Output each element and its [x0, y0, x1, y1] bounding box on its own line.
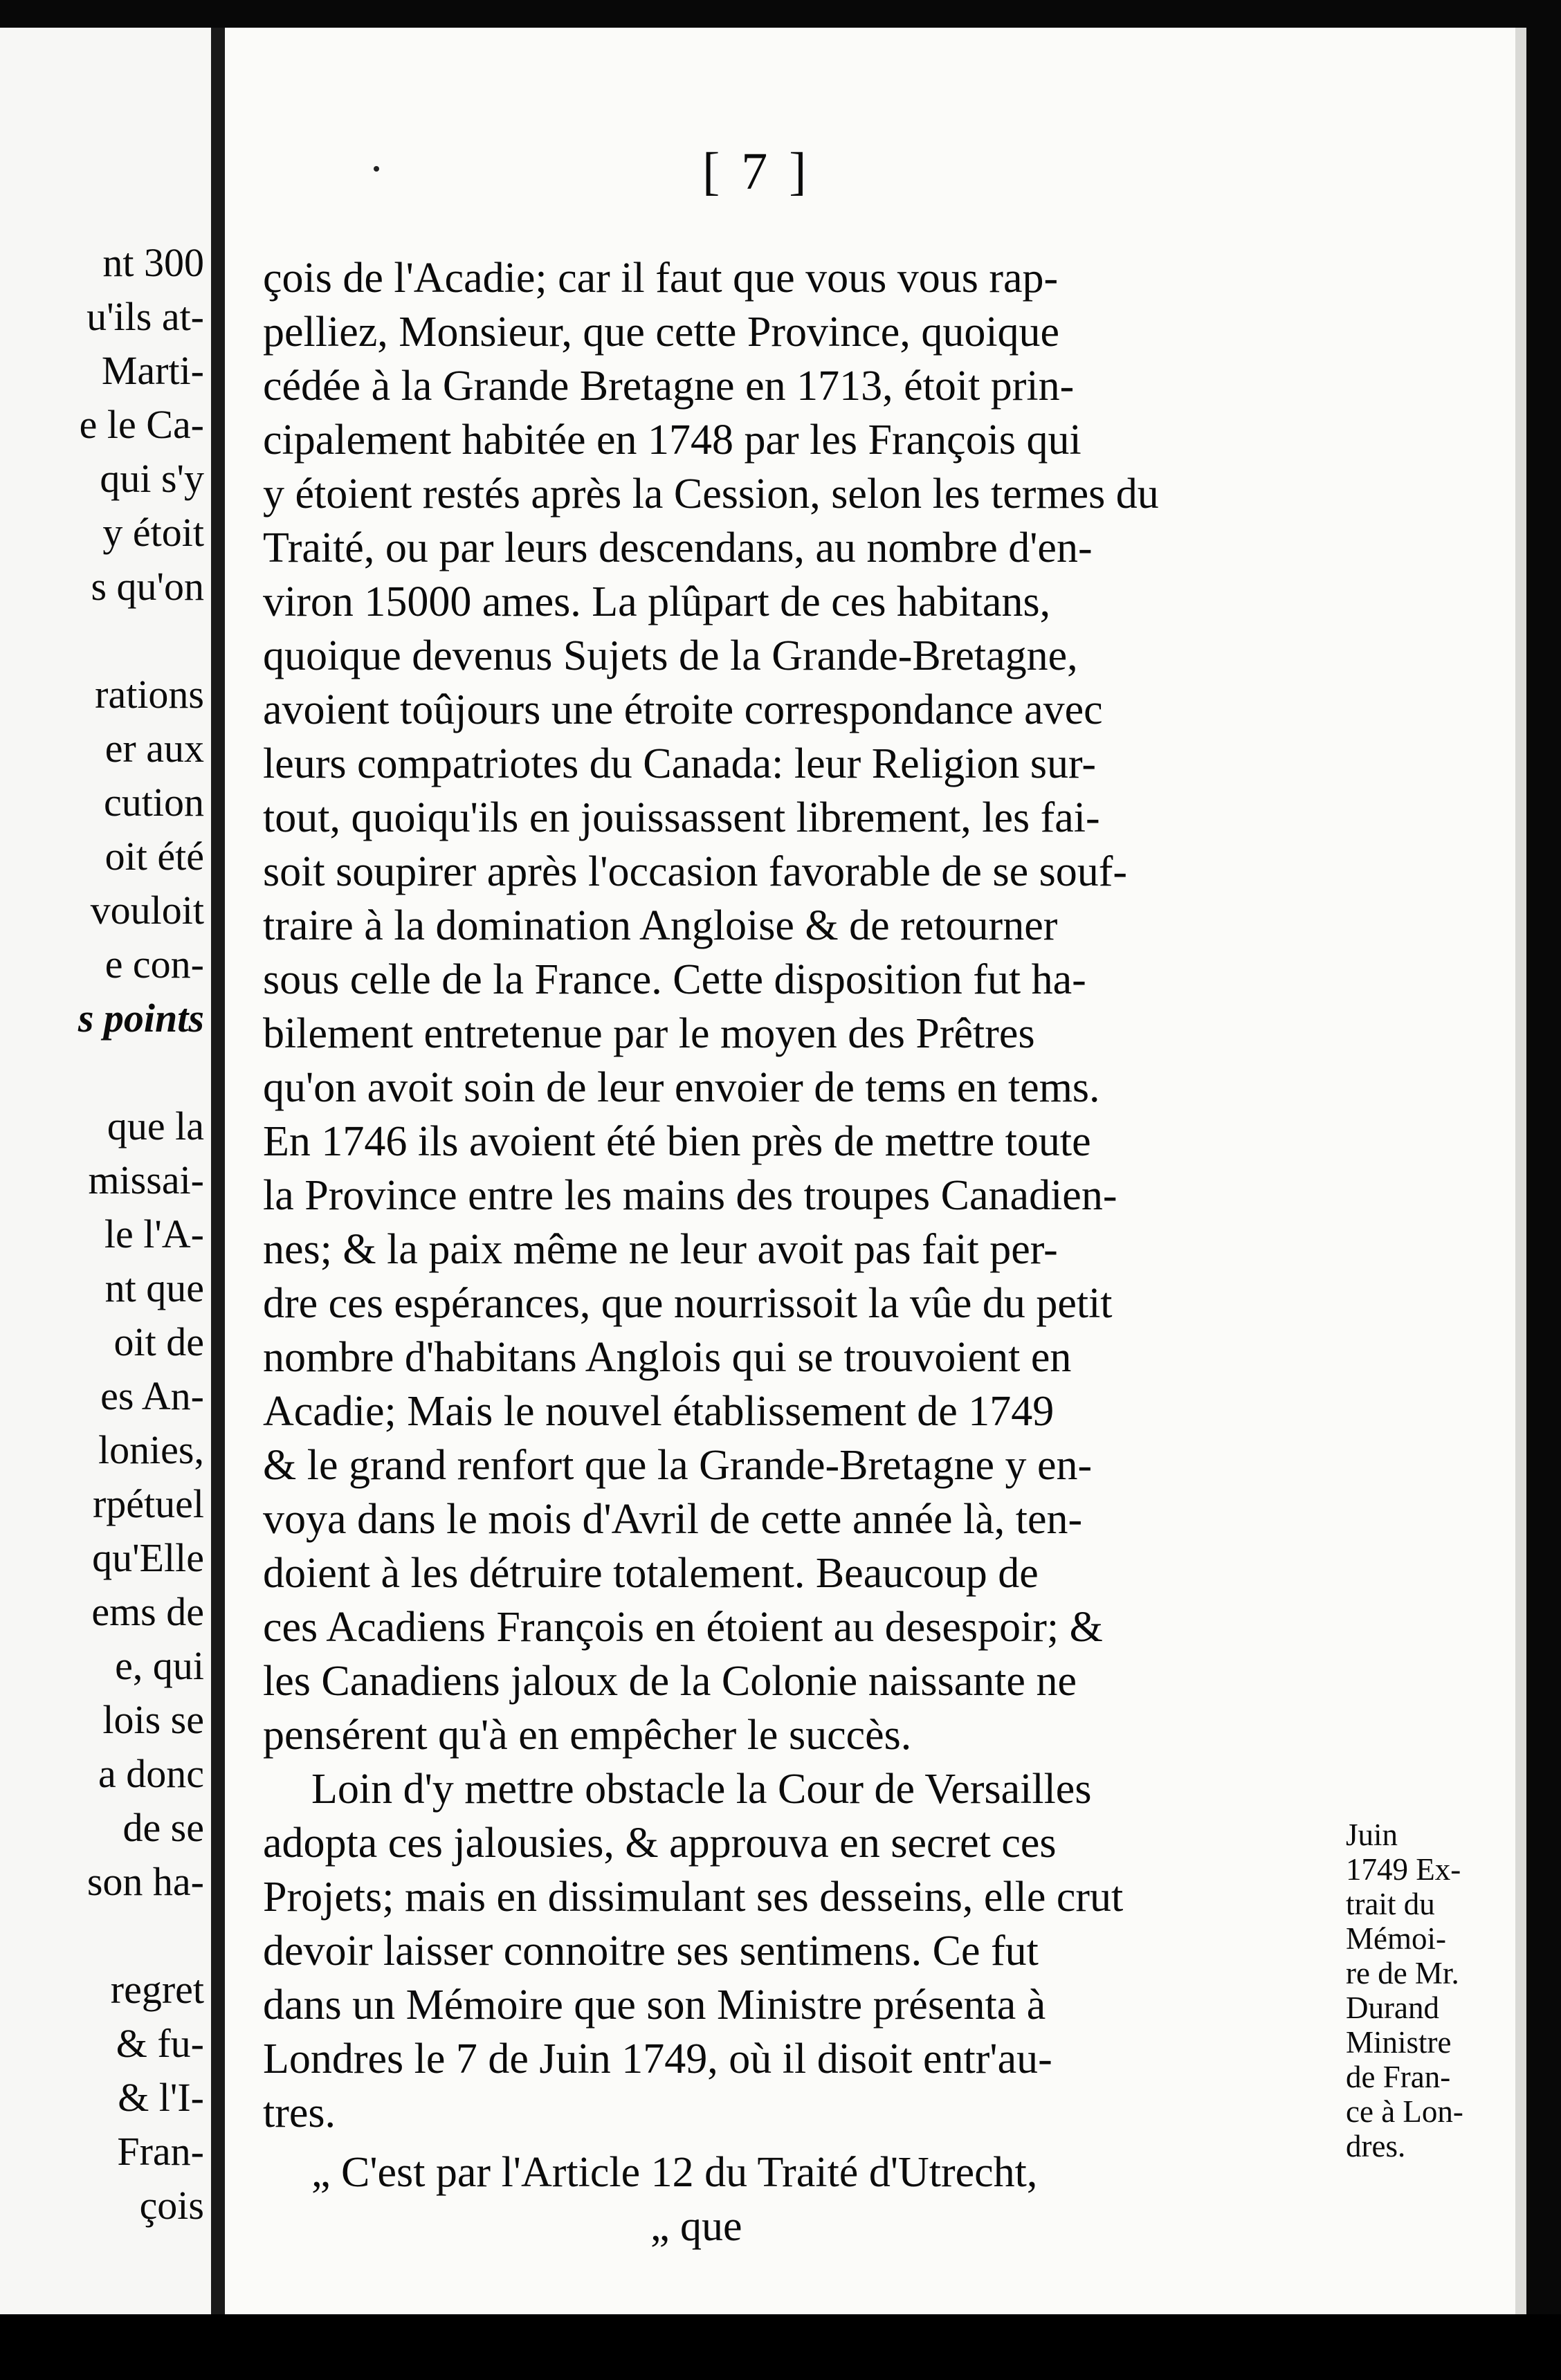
body-line: nes; & la paix même ne leur avoit pas fait per-	[263, 1226, 1058, 1273]
left-page-line: que la	[107, 1104, 204, 1148]
body-line: soit soupirer après l'occasion favorable de se souf-	[263, 848, 1128, 895]
left-page-line: & l'I-	[118, 2075, 204, 2120]
margin-note-line: Ministre	[1346, 2025, 1452, 2060]
body-line: tout, quoiqu'ils en jouissassent librement, les fai-	[263, 794, 1100, 841]
margin-note-line: re de Mr.	[1346, 1956, 1459, 1990]
body-line: tres.	[263, 2089, 336, 2136]
ink-speck	[374, 166, 379, 172]
left-page-line: lois se	[102, 1697, 204, 1742]
body-line: la Province entre les mains des troupes Canadien-	[263, 1172, 1117, 1219]
body-line: „ que	[650, 2203, 742, 2250]
left-page-line: qui s'y	[100, 456, 204, 501]
body-line: dre ces espérances, que nourrissoit la vûe du petit	[263, 1280, 1113, 1327]
body-line: Loin d'y mettre obstacle la Cour de Versailles	[311, 1766, 1092, 1813]
body-line: ces Acadiens François en étoient au desespoir; &	[263, 1604, 1103, 1651]
left-page-line: de se	[122, 1805, 204, 1850]
left-page-line: lonies,	[98, 1427, 204, 1472]
body-line: cipalement habitée en 1748 par les François qui	[263, 416, 1081, 464]
scan-bottom-border	[0, 2314, 1561, 2380]
left-page-line: Fran-	[117, 2129, 204, 2174]
left-page-line: y étoit	[102, 510, 204, 555]
body-line: Traité, ou par leurs descendans, au nombre d'en-	[263, 524, 1093, 571]
body-line: sous celle de la France. Cette disposition fut ha-	[263, 956, 1086, 1003]
left-page-line: s qu'on	[91, 564, 204, 609]
body-line: traire à la domination Angloise & de retourner	[263, 902, 1058, 949]
margin-note-line: dres.	[1346, 2129, 1406, 2163]
body-line: adopta ces jalousies, & approuva en secret ces	[263, 1820, 1057, 1867]
left-page-line: son ha-	[86, 1859, 204, 1904]
body-line: qu'on avoit soin de leur envoier de tems en tems.	[263, 1064, 1100, 1111]
previous-page-fragment	[0, 28, 211, 2314]
page-number: [ 7 ]	[702, 143, 811, 201]
left-page-line: e con-	[104, 942, 204, 987]
left-page-line: missai-	[88, 1157, 204, 1202]
body-line: avoient toûjours une étroite correspondance avec	[263, 686, 1103, 733]
left-page-line: çois	[139, 2183, 204, 2228]
body-line: leurs compatriotes du Canada: leur Religion sur-	[263, 740, 1097, 787]
current-page	[225, 28, 1526, 2314]
body-line: cédée à la Grande Bretagne en 1713, étoit prin-	[263, 363, 1075, 410]
body-line: Projets; mais en dissimulant ses desseins, elle crut	[263, 1874, 1124, 1921]
body-line: devoir laisser connoitre ses sentimens. Ce fut	[263, 1928, 1039, 1975]
left-page-line: oit de	[113, 1319, 204, 1364]
body-line: bilement entretenue par le moyen des Prêtres	[263, 1010, 1035, 1057]
body-line: En 1746 ils avoient été bien près de mettre toute	[263, 1118, 1091, 1165]
left-page-line: & fu-	[116, 2021, 204, 2066]
left-page-line: es An-	[100, 1373, 204, 1418]
margin-note-line: trait du	[1346, 1887, 1435, 1921]
left-page-line: oit été	[104, 834, 204, 879]
left-page-line: Marti-	[101, 348, 204, 393]
left-page-line: le l'A-	[104, 1211, 204, 1256]
body-line: pensérent qu'à en empêcher le succès.	[263, 1712, 912, 1759]
body-line: viron 15000 ames. La plûpart de ces habitans,	[263, 578, 1051, 625]
book-gutter	[211, 28, 225, 2314]
margin-note-line: de Fran-	[1346, 2060, 1451, 2094]
body-line: & le grand renfort que la Grande-Bretagne y en-	[263, 1442, 1093, 1489]
body-line: dans un Mémoire que son Ministre présenta à	[263, 1981, 1046, 2029]
body-line: doient à les détruire totalement. Beaucoup de	[263, 1550, 1039, 1597]
body-line: pelliez, Monsieur, que cette Province, quoique	[263, 309, 1060, 356]
left-page-line: rations	[95, 672, 204, 717]
left-page-line: nt 300	[102, 240, 204, 285]
left-page-line: regret	[110, 1967, 204, 2012]
left-page-line: nt que	[104, 1265, 204, 1310]
margin-note-line: Durand	[1346, 1990, 1439, 2025]
left-page-line: cution	[104, 780, 204, 825]
body-line: çois de l'Acadie; car il faut que vous vous rap-	[263, 255, 1059, 302]
left-page-line: a donc	[98, 1751, 204, 1796]
page-edge	[1515, 28, 1526, 2314]
margin-note-line: ce à Lon-	[1346, 2094, 1463, 2129]
body-line: „ C'est par l'Article 12 du Traité d'Utrecht,	[311, 2149, 1038, 2196]
body-line: les Canadiens jaloux de la Colonie naissante ne	[263, 1658, 1077, 1705]
body-line: Londres le 7 de Juin 1749, où il disoit entr'au-	[263, 2035, 1052, 2082]
left-page-line: e le Ca-	[79, 402, 204, 447]
left-page-line: e, qui	[115, 1643, 204, 1688]
left-page-line: rpétuel	[92, 1481, 204, 1526]
left-page-line: s points	[77, 996, 204, 1041]
body-line: quoique devenus Sujets de la Grande-Bretagne,	[263, 632, 1078, 679]
left-page-line: ems de	[91, 1589, 204, 1634]
body-line: nombre d'habitans Anglois qui se trouvoient en	[263, 1334, 1072, 1381]
left-page-line: u'ils at-	[86, 294, 204, 339]
left-page-line: er aux	[104, 726, 204, 771]
margin-note-line: 1749 Ex-	[1346, 1852, 1461, 1887]
body-line: Acadie; Mais le nouvel établissement de 1749	[263, 1388, 1055, 1435]
margin-note-line: Mémoi-	[1346, 1921, 1446, 1956]
body-line: voya dans le mois d'Avril de cette année là, ten-	[263, 1496, 1083, 1543]
body-line: y étoient restés après la Cession, selon les termes du	[263, 470, 1159, 518]
left-page-line: vouloit	[90, 888, 204, 933]
margin-note-line: Juin	[1346, 1818, 1398, 1852]
left-page-line: qu'Elle	[92, 1535, 204, 1580]
